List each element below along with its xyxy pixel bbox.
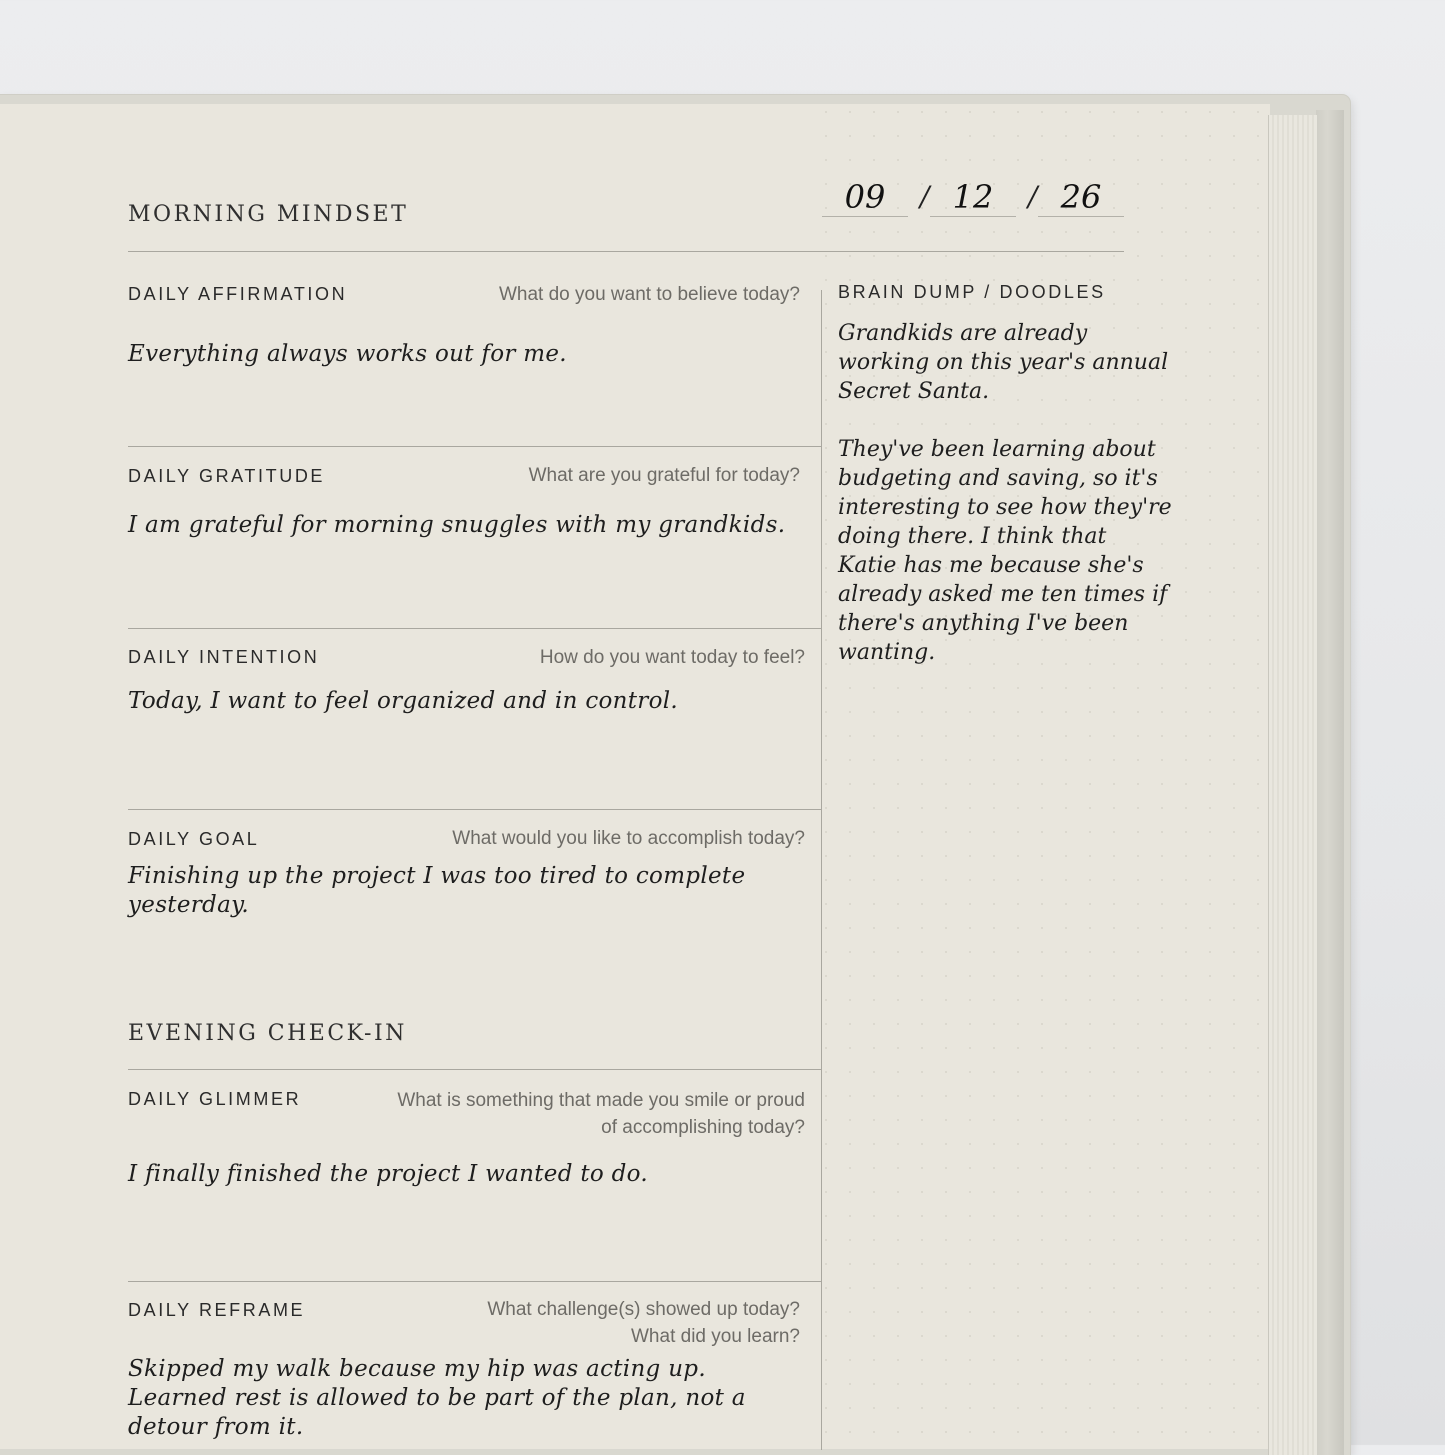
section-divider bbox=[128, 809, 822, 810]
affirmation-entry[interactable]: Everything always works out for me. bbox=[128, 341, 567, 367]
date-year[interactable]: 26 bbox=[1060, 178, 1102, 216]
goal-entry[interactable]: Finishing up the project I was too tired to complete yesterday. bbox=[128, 863, 746, 918]
glimmer-prompt-line2: of accomplishing today? bbox=[601, 1117, 805, 1138]
glimmer-prompt-line1: What is something that made you smile or proud bbox=[397, 1090, 805, 1111]
date-separator: / bbox=[1028, 180, 1038, 213]
brain-dump-label: BRAIN DUMP / DOODLES bbox=[838, 282, 1106, 302]
glimmer-label: DAILY GLIMMER bbox=[128, 1089, 302, 1109]
date-month[interactable]: 09 bbox=[844, 178, 886, 216]
reframe-entry[interactable]: Skipped my walk because my hip was acting up. Learned rest is allowed to be part of the plan, not a detour from it. bbox=[128, 1356, 746, 1440]
book-edge bbox=[1316, 110, 1344, 1455]
glimmer-entry[interactable]: I finally finished the project I wanted to do. bbox=[128, 1161, 649, 1187]
gratitude-label: DAILY GRATITUDE bbox=[128, 466, 326, 486]
gratitude-prompt: What are you grateful for today? bbox=[528, 465, 800, 486]
goal-label: DAILY GOAL bbox=[128, 829, 260, 849]
goal-prompt: What would you like to accomplish today? bbox=[452, 828, 805, 849]
header-divider bbox=[128, 251, 1124, 252]
reframe-prompt-line2: What did you learn? bbox=[631, 1326, 800, 1347]
morning-mindset-title: MORNING MINDSET bbox=[128, 202, 409, 227]
reframe-prompt-line1: What challenge(s) showed up today? bbox=[487, 1299, 800, 1320]
section-divider bbox=[128, 446, 822, 447]
date-month-line bbox=[822, 216, 908, 217]
date-separator: / bbox=[920, 180, 930, 213]
brain-dump-paragraph[interactable]: They've been learning about budgeting and saving, so it's interesting to see how they're doing there. I think that Katie has me because she's already asked me ten times if there's anything I've been wanting. bbox=[838, 437, 1172, 665]
intention-entry[interactable]: Today, I want to feel organized and in control. bbox=[128, 688, 679, 714]
section-divider bbox=[128, 1069, 822, 1070]
date-day[interactable]: 12 bbox=[952, 178, 994, 216]
column-divider bbox=[821, 290, 822, 1450]
gratitude-entry[interactable]: I am grateful for morning snuggles with my grandkids. bbox=[128, 512, 786, 538]
date-year-line bbox=[1038, 216, 1124, 217]
reframe-label: DAILY REFRAME bbox=[128, 1300, 306, 1320]
page-stack-edge bbox=[1268, 115, 1317, 1455]
intention-prompt: How do you want today to feel? bbox=[539, 647, 805, 668]
intention-label: DAILY INTENTION bbox=[128, 647, 320, 667]
affirmation-prompt: What do you want to believe today? bbox=[498, 284, 800, 305]
section-divider bbox=[128, 1281, 822, 1282]
section-divider bbox=[128, 628, 822, 629]
brain-dump-paragraph[interactable]: Grandkids are already working on this year's annual Secret Santa. bbox=[838, 321, 1169, 404]
evening-check-in-title: EVENING CHECK-IN bbox=[128, 1021, 407, 1046]
date-day-line bbox=[930, 216, 1016, 217]
affirmation-label: DAILY AFFIRMATION bbox=[128, 284, 348, 304]
